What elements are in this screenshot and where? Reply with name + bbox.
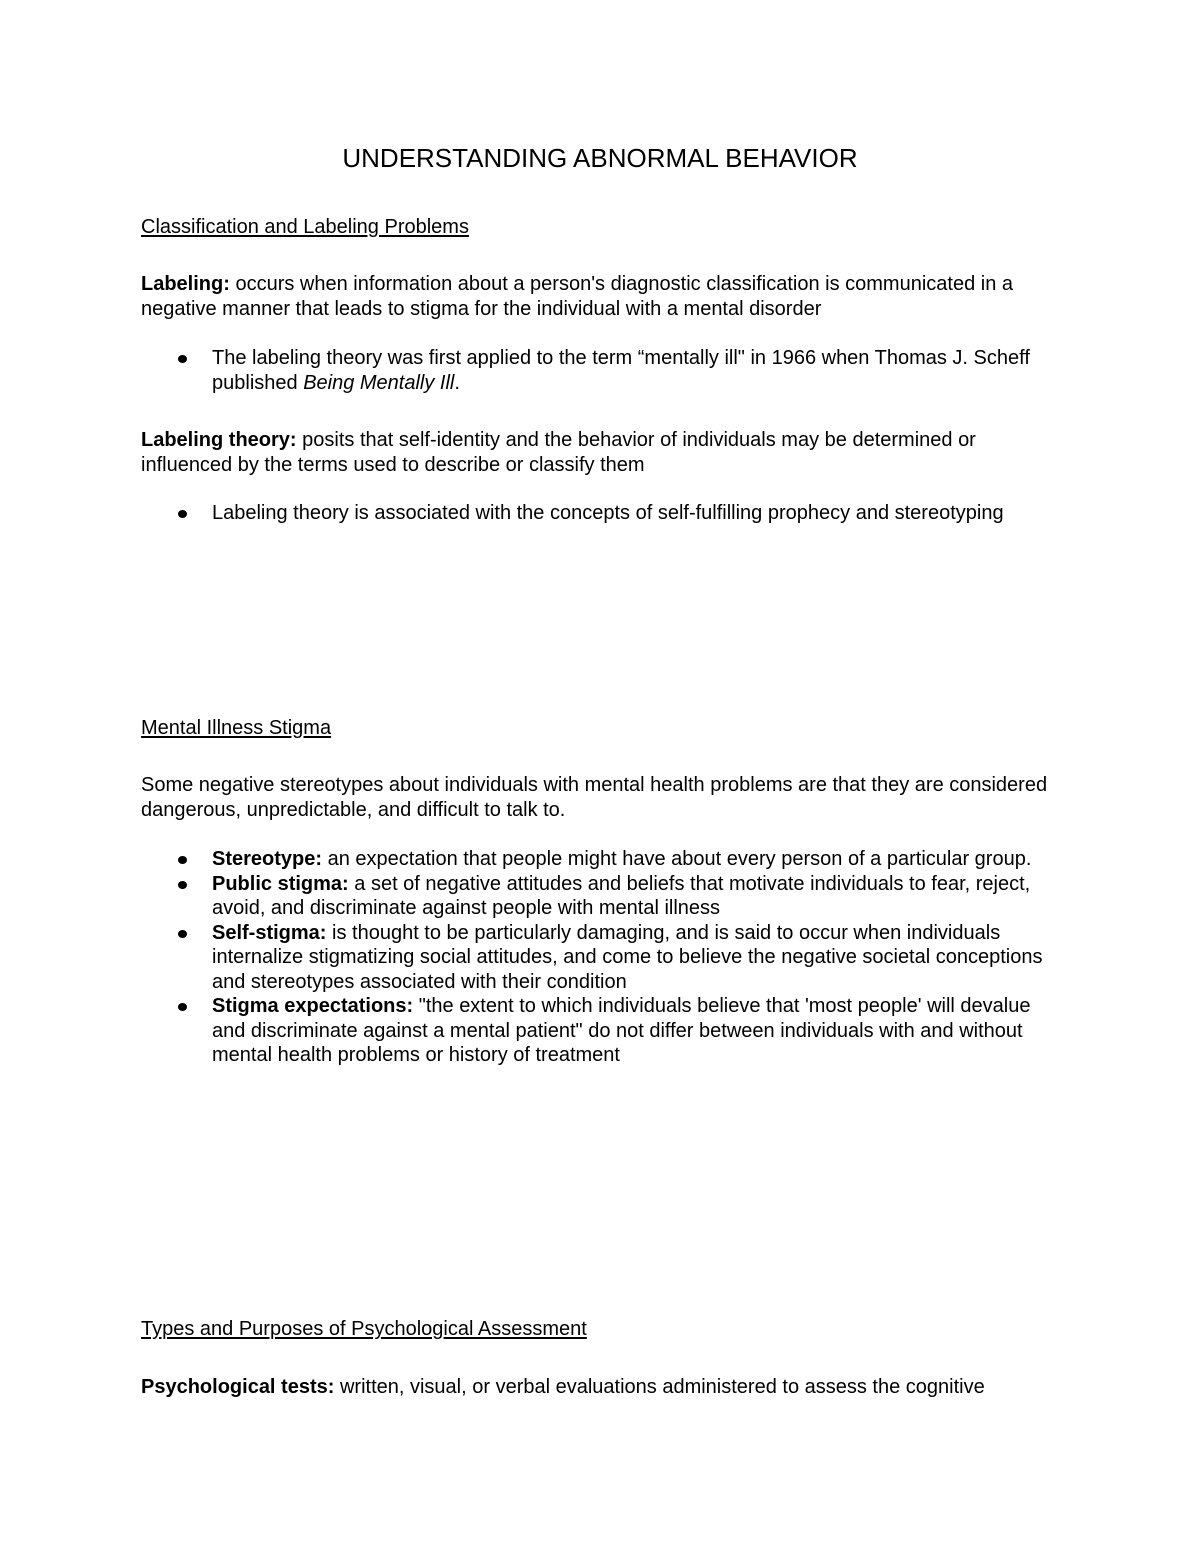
psychological-tests-definition bbox=[141, 1375, 1061, 1400]
labeling-term: Labeling: bbox=[141, 273, 230, 295]
stigma-def: "the extent to which individuals believe that 'most people' will devalue and discriminate against a mental patient" do not differ between individuals with and without mental health problems or history of treatment bbox=[212, 995, 1031, 1066]
list-item bbox=[0, 872, 1062, 921]
bullet-icon bbox=[178, 930, 187, 938]
labeling-definition bbox=[141, 272, 1061, 321]
section-heading-classification: Classification and Labeling Problems bbox=[141, 216, 469, 238]
labeling-theory-definition bbox=[141, 428, 1061, 477]
stigma-term: Public stigma: bbox=[212, 872, 349, 895]
section-heading-stigma: Mental Illness Stigma bbox=[141, 717, 332, 739]
bullet-icon bbox=[178, 881, 187, 889]
labeling-theory-term: Labeling theory: bbox=[141, 429, 297, 451]
bullet-icon bbox=[178, 510, 187, 518]
stigma-term: Stereotype: bbox=[212, 848, 323, 870]
labeling-def-text: occurs when information about a person's diagnostic classification is communicated in a negative manner that leads to stigma for the individual with a mental disorder bbox=[141, 273, 1013, 320]
book-title: Being Mentally Ill bbox=[303, 371, 455, 394]
bullet-icon bbox=[178, 355, 187, 363]
list-item bbox=[0, 847, 1062, 872]
section-heading-assessment: Types and Purposes of Psychological Assessment bbox=[141, 1318, 587, 1340]
bullet-icon bbox=[178, 1003, 187, 1011]
document-title: UNDERSTANDING ABNORMAL BEHAVIOR bbox=[342, 143, 858, 173]
list-item bbox=[0, 921, 1062, 995]
list-item bbox=[0, 346, 1062, 395]
stigma-def: a set of negative attitudes and beliefs that motivate individuals to fear, reject, avoid, and discriminate against people with mental illness bbox=[212, 872, 1031, 919]
psychological-tests-term: Psychological tests: bbox=[141, 1376, 335, 1398]
list-item bbox=[0, 501, 1062, 526]
stigma-def: an expectation that people might have about every person of a particular group. bbox=[322, 848, 1032, 870]
psychological-tests-def-text: written, visual, or verbal evaluations administered to assess the cognitive bbox=[334, 1376, 985, 1398]
stigma-term: Stigma expectations: bbox=[212, 995, 414, 1017]
bullet-icon bbox=[178, 856, 187, 864]
stigma-intro: Some negative stereotypes about individuals with mental health problems are that they are considered dangerous, unpredictable, and difficult to talk to. bbox=[141, 774, 1048, 821]
stigma-term: Self-stigma: bbox=[212, 921, 327, 944]
labeling-bullet-list bbox=[0, 346, 1062, 395]
bullet-text: The labeling theory was first applied to the term “mentally ill" in 1966 when Thomas J. Scheff published bbox=[212, 347, 1030, 394]
labeling-theory-bullet-list bbox=[0, 501, 1062, 526]
stigma-def: is thought to be particularly damaging, and is said to occur when individuals internalize stigmatizing social attitudes, and come to believe the negative societal conceptions and stereotypes associated with their condition bbox=[212, 921, 1043, 993]
stigma-bullet-list bbox=[0, 847, 1062, 1068]
bullet-end: . bbox=[454, 371, 460, 394]
list-item bbox=[0, 994, 1062, 1068]
bullet-text: Labeling theory is associated with the concepts of self-fulfilling prophecy and stereotyping bbox=[212, 502, 1004, 524]
labeling-theory-def-text: posits that self-identity and the behavior of individuals may be determined or influenced by the terms used to describe or classify them bbox=[141, 429, 976, 476]
